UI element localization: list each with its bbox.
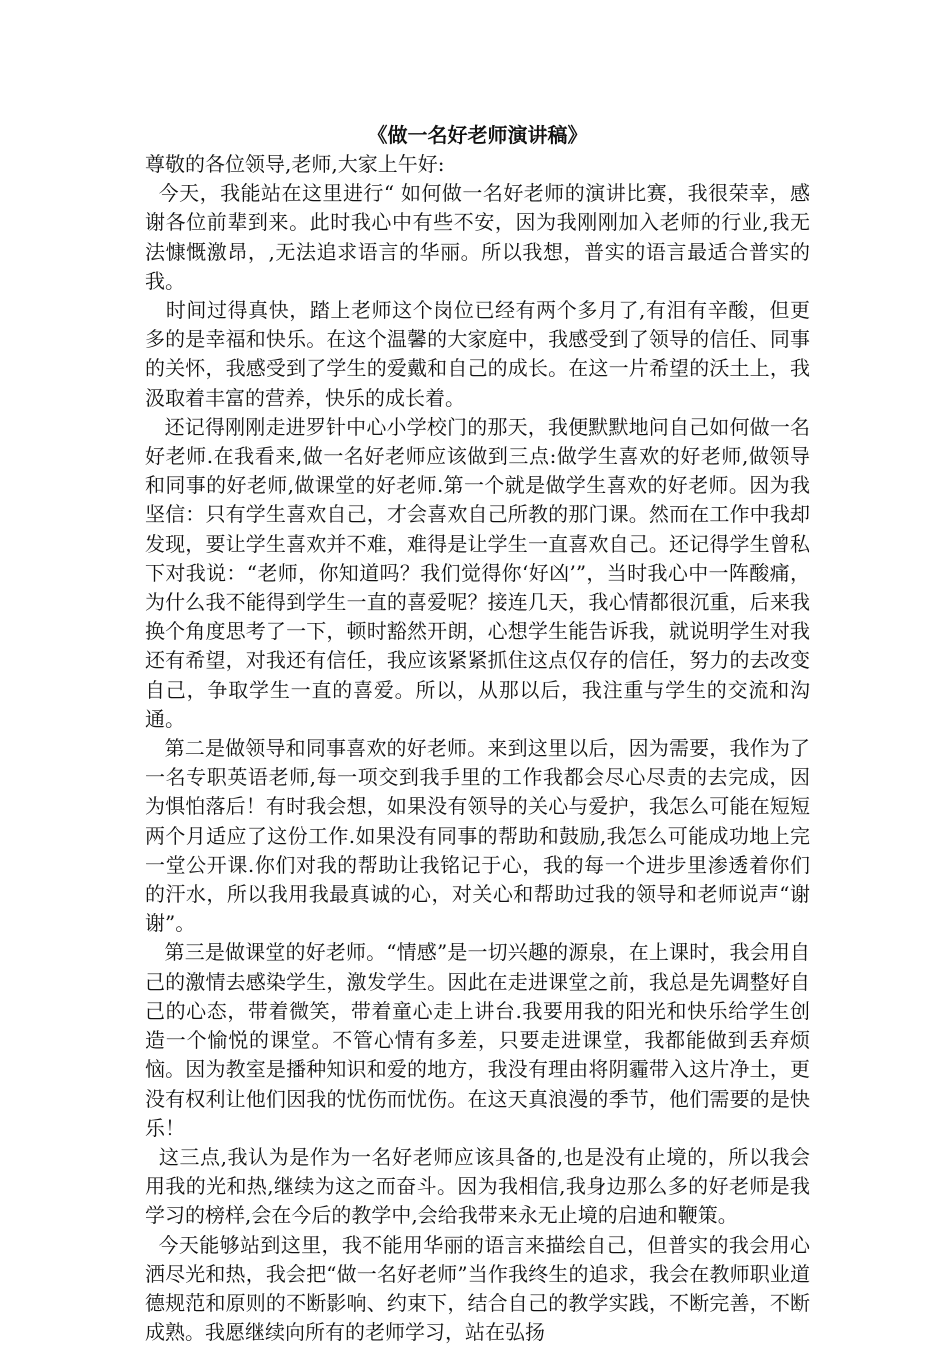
paragraph-colleagues: 第二是做领导和同事喜欢的好老师。来到这里以后，因为需要，我作为了一名专职英语老师,每一项交到我手里的工作我都会尽心尽责的去完成，因为惧怕落后！有时我会想，如果没有领导的关心与爱护，我怎么可能在短短两个月适应了这份工作.如果没有同事的帮助和鼓励,我怎么可能成功地上完一堂公开课.你们对我的帮助让我铭记于心，我的每一个进步里渗透着你们的汗水，所以我用我最真诚的心，对关心和帮助过我的领导和老师说声“谢谢”。 (145, 736, 811, 936)
paragraph-students: 还记得刚刚走进罗针中心小学校门的那天，我便默默地问自己如何做一名好老师.在我看来,做一名好老师应该做到三点:做学生喜欢的好老师,做领导和同事的好老师,做课堂的好老师.第一个就是做学生喜欢的好老师。因为我坚信：只有学生喜欢自己，才会喜欢自己所教的那门课。然而在工作中我却发现，要让学生喜欢并不难，难得是让学生一直喜欢自己。还记得学生曾私下对我说：“老师，你知道吗？我们觉得你‘好凶’”，当时我心中一阵酸痛，为什么我不能得到学生一直的喜爱呢？接连几天，我心情都很沉重，后来我换个角度思考了一下，顿时豁然开朗，心想学生能告诉我，就说明学生对我还有希望，对我还有信任，我应该紧紧抓住这点仅存的信任，努力的去改变自己，争取学生一直的喜爱。所以，从那以后，我注重与学生的交流和沟通。 (145, 414, 811, 731)
paragraph-three-points: 这三点,我认为是作为一名好老师应该具备的,也是没有止境的，所以我会用我的光和热,继续为这之而奋斗。因为我相信,我身边那么多的好老师是我学习的榜样,会在今后的教学中,会给我带来永无止境的启迪和鞭策。 (145, 1144, 811, 1228)
speech-body (145, 121, 810, 1347)
greeting-line: 尊敬的各位领导,老师,大家上午好: (145, 152, 445, 176)
document-title: 《做一名好老师演讲稿》 (367, 123, 588, 147)
paragraph-classroom: 第三是做课堂的好老师。“情感”是一切兴趣的源泉，在上课时，我会用自己的激情去感染学生，激发学生。因此在走进课堂之前，我总是先调整好自己的心态，带着微笑，带着童心走上讲台.我要用我的阳光和快乐给学生创造一个愉悦的课堂。不管心情有多差，只要走进课堂，我都能做到丢弃烦恼。因为教室是播种知识和爱的地方，我没有理由将阴霾带入这片净土，更没有权利让他们因我的忧伤而忧伤。在这天真浪漫的季节，他们需要的是快乐！ (145, 940, 810, 1140)
paragraph-time: 时间过得真快，踏上老师这个岗位已经有两个多月了,有泪有辛酸，但更多的是幸福和快乐。在这个温馨的大家庭中，我感受到了领导的信任、同事的关怀，我感受到了学生的爱戴和自己的成长。在这一片希望的沃土上，我汲取着丰富的营养，快乐的成长着。 (145, 298, 811, 410)
paragraph-intro: 今天，我能站在这里进行“ 如何做一名好老师的演讲比赛，我很荣幸，感谢各位前辈到来。此时我心中有些不安，因为我刚刚加入老师的行业,我无法慷慨激昂，,无法追求语言的华丽。所以我想，普实的语言最适合普实的我。 (145, 181, 810, 293)
paragraph-closing: 今天能够站到这里，我不能用华丽的语言来描绘自己，但普实的我会用心洒尽光和热，我会把“做一名好老师”当作我终生的追求，我会在教师职业道德规范和原则的不断影响、约束下，结合自己的教学实践，不断完善，不断成熟。我愿继续向所有的老师学习，站在弘扬 (145, 1232, 811, 1345)
